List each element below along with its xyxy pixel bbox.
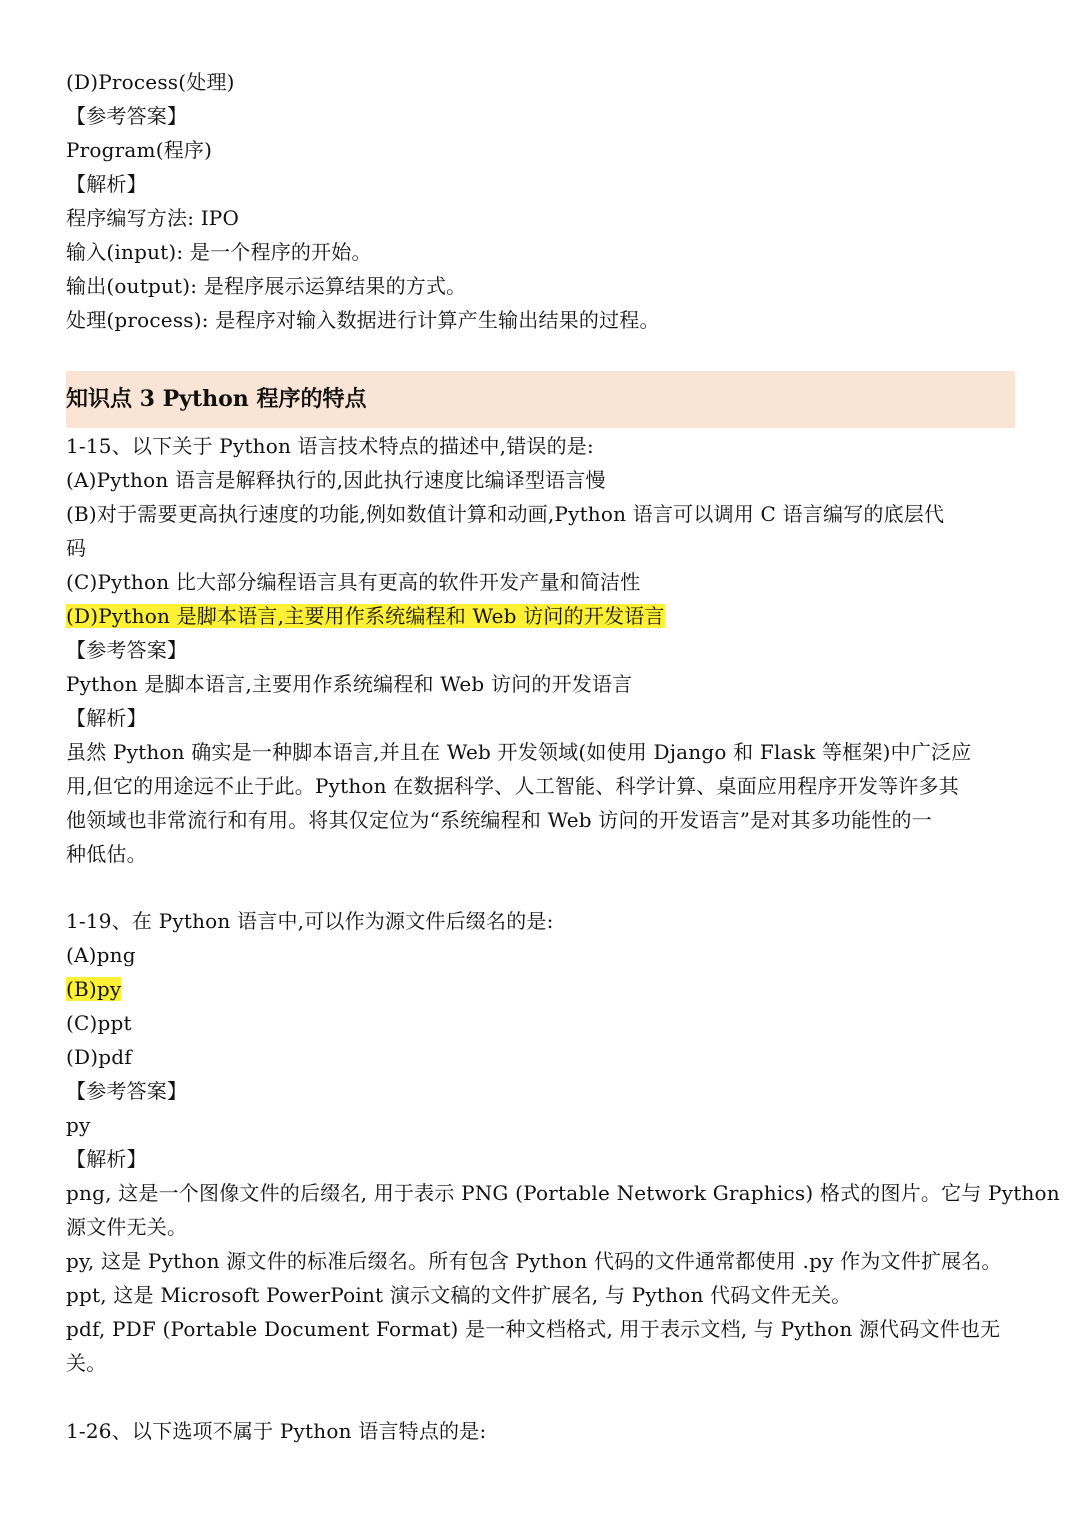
analysis-line: 他领域也非常流行和有用。将其仅定位为“系统编程和 Web 访问的开发语言”是对其多功能性的一 (66, 808, 932, 832)
analysis-line: py, 这是 Python 源文件的标准后缀名。所有包含 Python 代码的文件通常都使用 .py 作为文件扩展名。 (66, 1249, 1002, 1273)
answer-label: 【参考答案】 (66, 638, 188, 662)
option-a: (A)Python 语言是解释执行的,因此执行速度比编译型语言慢 (66, 468, 606, 492)
section-title: 知识点 3 Python 程序的特点 (66, 386, 367, 412)
analysis-label: 【解析】 (66, 172, 147, 196)
question-stem: 1-15、以下关于 Python 语言技术特点的描述中,错误的是: (66, 434, 594, 458)
answer-label: 【参考答案】 (66, 1079, 188, 1103)
answer-label: 【参考答案】 (66, 104, 188, 128)
analysis-line: 输出(output): 是程序展示运算结果的方式。 (66, 274, 467, 298)
analysis-line: 处理(process): 是程序对输入数据进行计算产生输出结果的过程。 (66, 308, 660, 332)
answer-text: Python 是脚本语言,主要用作系统编程和 Web 访问的开发语言 (66, 672, 633, 696)
analysis-line: 程序编写方法: IPO (66, 206, 240, 230)
answer-text: Program(程序) (66, 138, 213, 162)
analysis-label: 【解析】 (66, 1147, 147, 1171)
analysis-line: 用,但它的用途远不止于此。Python 在数据科学、人工智能、科学计算、桌面应用程序开发等许多其 (66, 774, 959, 798)
analysis-line: 源文件无关。 (66, 1215, 188, 1239)
question-stem: 1-26、以下选项不属于 Python 语言特点的是: (66, 1419, 487, 1443)
analysis-line: png, 这是一个图像文件的后缀名, 用于表示 PNG (Portable Network Graphics) 格式的图片。它与 Python (66, 1181, 1060, 1205)
option-b-continued: 码 (66, 536, 87, 560)
option-b: (B)对于需要更高执行速度的功能,例如数值计算和动画,Python 语言可以调用 C 语言编写的底层代 (66, 502, 945, 526)
option-d-process: (D)Process(处理) (66, 70, 235, 94)
analysis-line: 虽然 Python 确实是一种脚本语言,并且在 Web 开发领域(如使用 Django 和 Flask 等框架)中广泛应 (66, 740, 972, 764)
analysis-line: 种低估。 (66, 842, 147, 866)
option-c: (C)ppt (66, 1011, 132, 1035)
question-stem: 1-19、在 Python 语言中,可以作为源文件后缀名的是: (66, 909, 554, 933)
analysis-label: 【解析】 (66, 706, 147, 730)
analysis-line: 输入(input): 是一个程序的开始。 (66, 240, 372, 264)
option-d-highlighted (66, 599, 1014, 633)
analysis-line: 关。 (66, 1351, 107, 1375)
option-c: (C)Python 比大部分编程语言具有更高的软件开发产量和简洁性 (66, 570, 641, 594)
option-b-highlighted (66, 972, 1014, 1006)
highlighted-answer: (D)Python 是脚本语言,主要用作系统编程和 Web 访问的开发语言 (66, 604, 665, 628)
analysis-line: pdf, PDF (Portable Document Format) 是一种文档格式, 用于表示文档, 与 Python 源代码文件也无 (66, 1317, 1001, 1341)
highlighted-answer: (B)py (66, 977, 122, 1001)
option-a: (A)png (66, 943, 136, 967)
answer-text: py (66, 1113, 91, 1137)
option-d: (D)pdf (66, 1045, 132, 1069)
analysis-line: ppt, 这是 Microsoft PowerPoint 演示文稿的文件扩展名, 与 Python 代码文件无关。 (66, 1283, 852, 1307)
